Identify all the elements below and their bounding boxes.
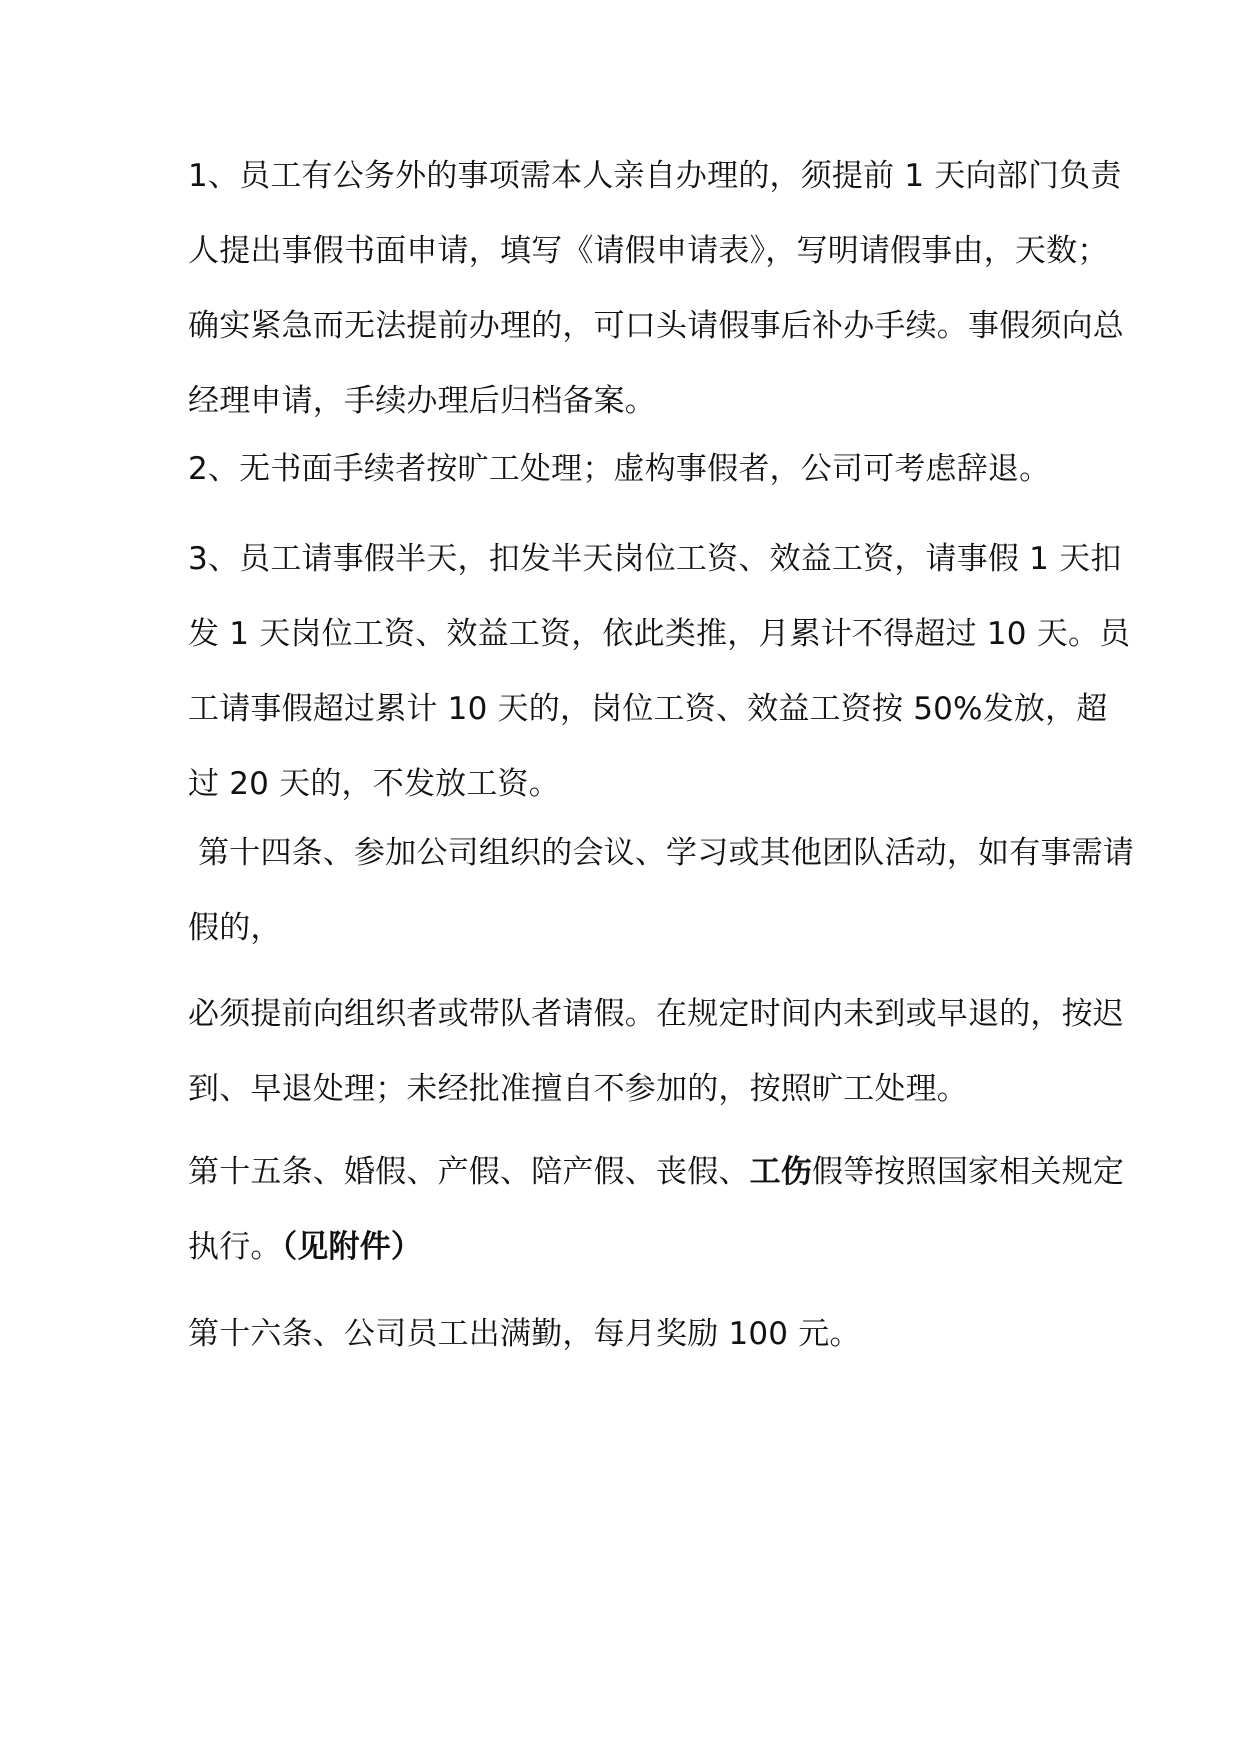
paragraph-article-14-continued: 必须提前向组织者或带队者请假。在规定时间内未到或早退的，按迟到、早退处理；未经批准擅自不参加的，按照旷工处理。 xyxy=(188,996,1124,1107)
paragraph-article-14: 第十四条、参加公司组织的会议、学习或其他团队活动，如有事需请假的， xyxy=(188,835,1135,946)
article-15-bold-gongshang: 工伤 xyxy=(749,1154,813,1190)
article-15-text-middle: 假等按照国家相关规定执行。 xyxy=(188,1154,1125,1265)
paragraph-article-16: 第十六条、公司员工出满勤，每月奖励 100 元。 xyxy=(188,1316,861,1352)
article-15-attachment-note: （见附件） xyxy=(281,1229,423,1265)
article-15-text-start: 第十五条、婚假、产假、陪产假、丧假、 xyxy=(188,1154,750,1190)
paragraph-item-3: 3、员工请事假半天，扣发半天岗位工资、效益工资，请事假 1 天扣发 1 天岗位工资、效益工资，依此类推，月累计不得超过 10 天。员工请事假超过累计 10 天的，岗位工资、效益工资按 50%发放，超过 20 天的，不发放工资。 xyxy=(188,541,1131,802)
paragraph-article-15 xyxy=(188,1135,1138,1285)
paragraph-item-2: 2、无书面手续者按旷工处理；虚构事假者，公司可考虑辞退。 xyxy=(188,451,1051,487)
paragraph-item-1: 1、员工有公务外的事项需本人亲自办理的，须提前 1 天向部门负责人提出事假书面申请，填写《请假申请表》，写明请假事由，天数；确实紧急而无法提前办理的，可口头请假事后补办手续。事假须向总经理申请，手续办理后归档备案。 xyxy=(188,158,1124,419)
